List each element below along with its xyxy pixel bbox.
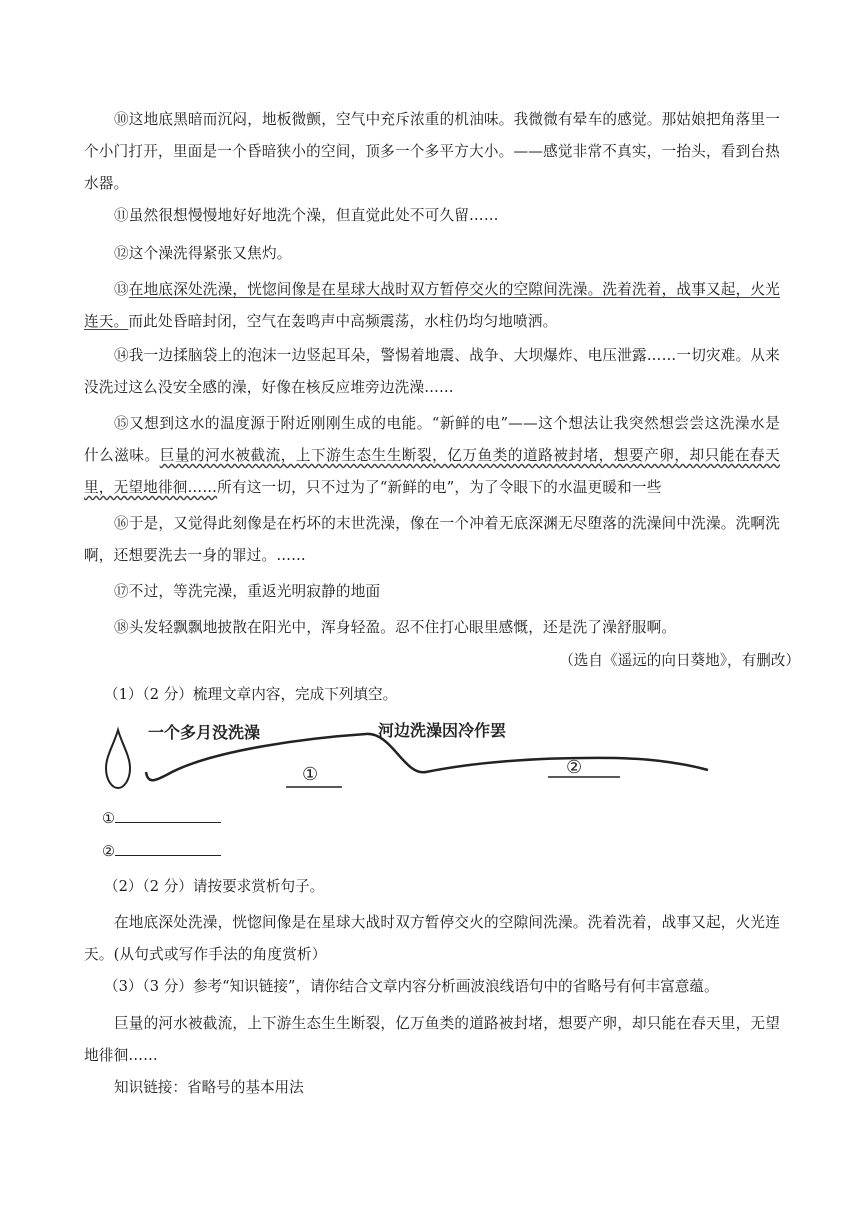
paragraph-13-rest: 而此处昏暗封闭，空气在轰鸣声中高频震荡，水柱仍均匀地喷洒。 — [128, 313, 558, 330]
knowledge-link: 知识链接：省略号的基本用法 — [114, 1079, 304, 1096]
source-citation: （选自《遥远的向日葵地》，有删改） — [559, 652, 800, 669]
paragraph-15-end: 所有这一切，只不过为了“新鲜的电”，为了令眼下的水温更暖和一些 — [217, 479, 662, 496]
question-3-sentence: 巨量的河水被截流，上下游生态生生断裂，亿万鱼类的道路被封堵，想要产卵，却只能在春天里，无望地徘徊…… — [84, 1015, 780, 1064]
paragraph-15 — [84, 408, 780, 504]
answer-blank-1[interactable] — [102, 803, 221, 835]
question-2-prompt: （2）（2 分）请按要求赏析句子。 — [104, 878, 325, 895]
underlined-sentence: 在地底深处洗澡，恍惚间像是在星球大战时双方暂停交火的空隙间洗澡。洗着洗着，战事又起，火光连天。 — [84, 281, 781, 330]
water-drop-icon — [106, 730, 130, 788]
paragraph-10: ⑩这地底黑暗而沉闷，地板微颤，空气中充斥浓重的机油味。我微微有晕车的感觉。那姑娘把角落里一个小门打开，里面是一个昏暗狭小的空间，顶多一个多平方大小。——感觉非常不真实，一抬头，看到台热水器。 — [84, 111, 780, 192]
question-1-prompt: （1）（2 分）梳理文章内容，完成下列填空。 — [104, 686, 398, 703]
paragraph-13 — [84, 274, 780, 338]
paragraph-14: ⑭我一边揉脑袋上的泡沫一边竖起耳朵，警惕着地震、战争、大坝爆炸、电压泄露……一切灾难。从来没洗过这么没安全感的澡，好像在核反应堆旁边洗澡…… — [84, 347, 780, 396]
diagram-label-2: 河边洗澡因冷作罢 — [378, 721, 507, 740]
answer-line-2[interactable] — [115, 840, 221, 856]
paragraph-18: ⑱头发轻飘飘地披散在阳光中，浑身轻盈。忍不住打心眼里感慨，还是洗了澡舒服啊。 — [114, 619, 677, 636]
answer-blank-2-label: ② — [102, 843, 116, 860]
paragraph-12: ⑫这个澡洗得紧张又焦灼。 — [114, 245, 292, 262]
diagram-marker-2: ② — [566, 757, 583, 778]
paragraph-16: ⑯于是，又觉得此刻像是在朽坏的末世洗澡，像在一个冲着无底深渊无尽堕落的洗澡间中洗澡。洗啊洗啊，还想要洗去一身的罪过。…… — [84, 515, 780, 564]
paragraph-13-number: ⑬ — [114, 281, 129, 298]
paragraph-11: ⑪虽然很想慢慢地好好地洗个澡，但直觉此处不可久留…… — [114, 207, 499, 224]
diagram-marker-1: ① — [302, 764, 319, 785]
answer-blank-2[interactable] — [102, 836, 221, 868]
paragraph-15-start: ⑮又想到这水的温度源于附近刚刚生成的电能。“新鲜的电”——这个想法让我突然想尝尝这洗澡水是什么滋味。 — [84, 415, 780, 464]
answer-line-1[interactable] — [115, 807, 221, 823]
wavy-underlined-sentence: 巨量的河水被截流，上下游生态生生断裂，亿万鱼类的道路被封堵，想要产卵，却只能在春天里，无望地徘徊…… — [84, 447, 780, 496]
paragraph-17: ⑰不过，等洗完澡，重返光明寂静的地面 — [114, 583, 381, 600]
question-2-sentence: 在地底深处洗澡，恍惚间像是在星球大战时双方暂停交火的空隙间洗澡。洗着洗着，战事又起，火光连天。(从句式或写作手法的角度赏析） — [84, 914, 780, 963]
question-3-prompt: （3）（3 分）参考“知识链接”，请你结合文章内容分析画波浪线语句中的省略号有何丰富意蕴。 — [104, 978, 719, 995]
diagram-label-1: 一个多月没洗澡 — [148, 723, 261, 742]
answer-blank-1-label: ① — [102, 810, 116, 827]
content-flow-diagram — [96, 712, 716, 800]
